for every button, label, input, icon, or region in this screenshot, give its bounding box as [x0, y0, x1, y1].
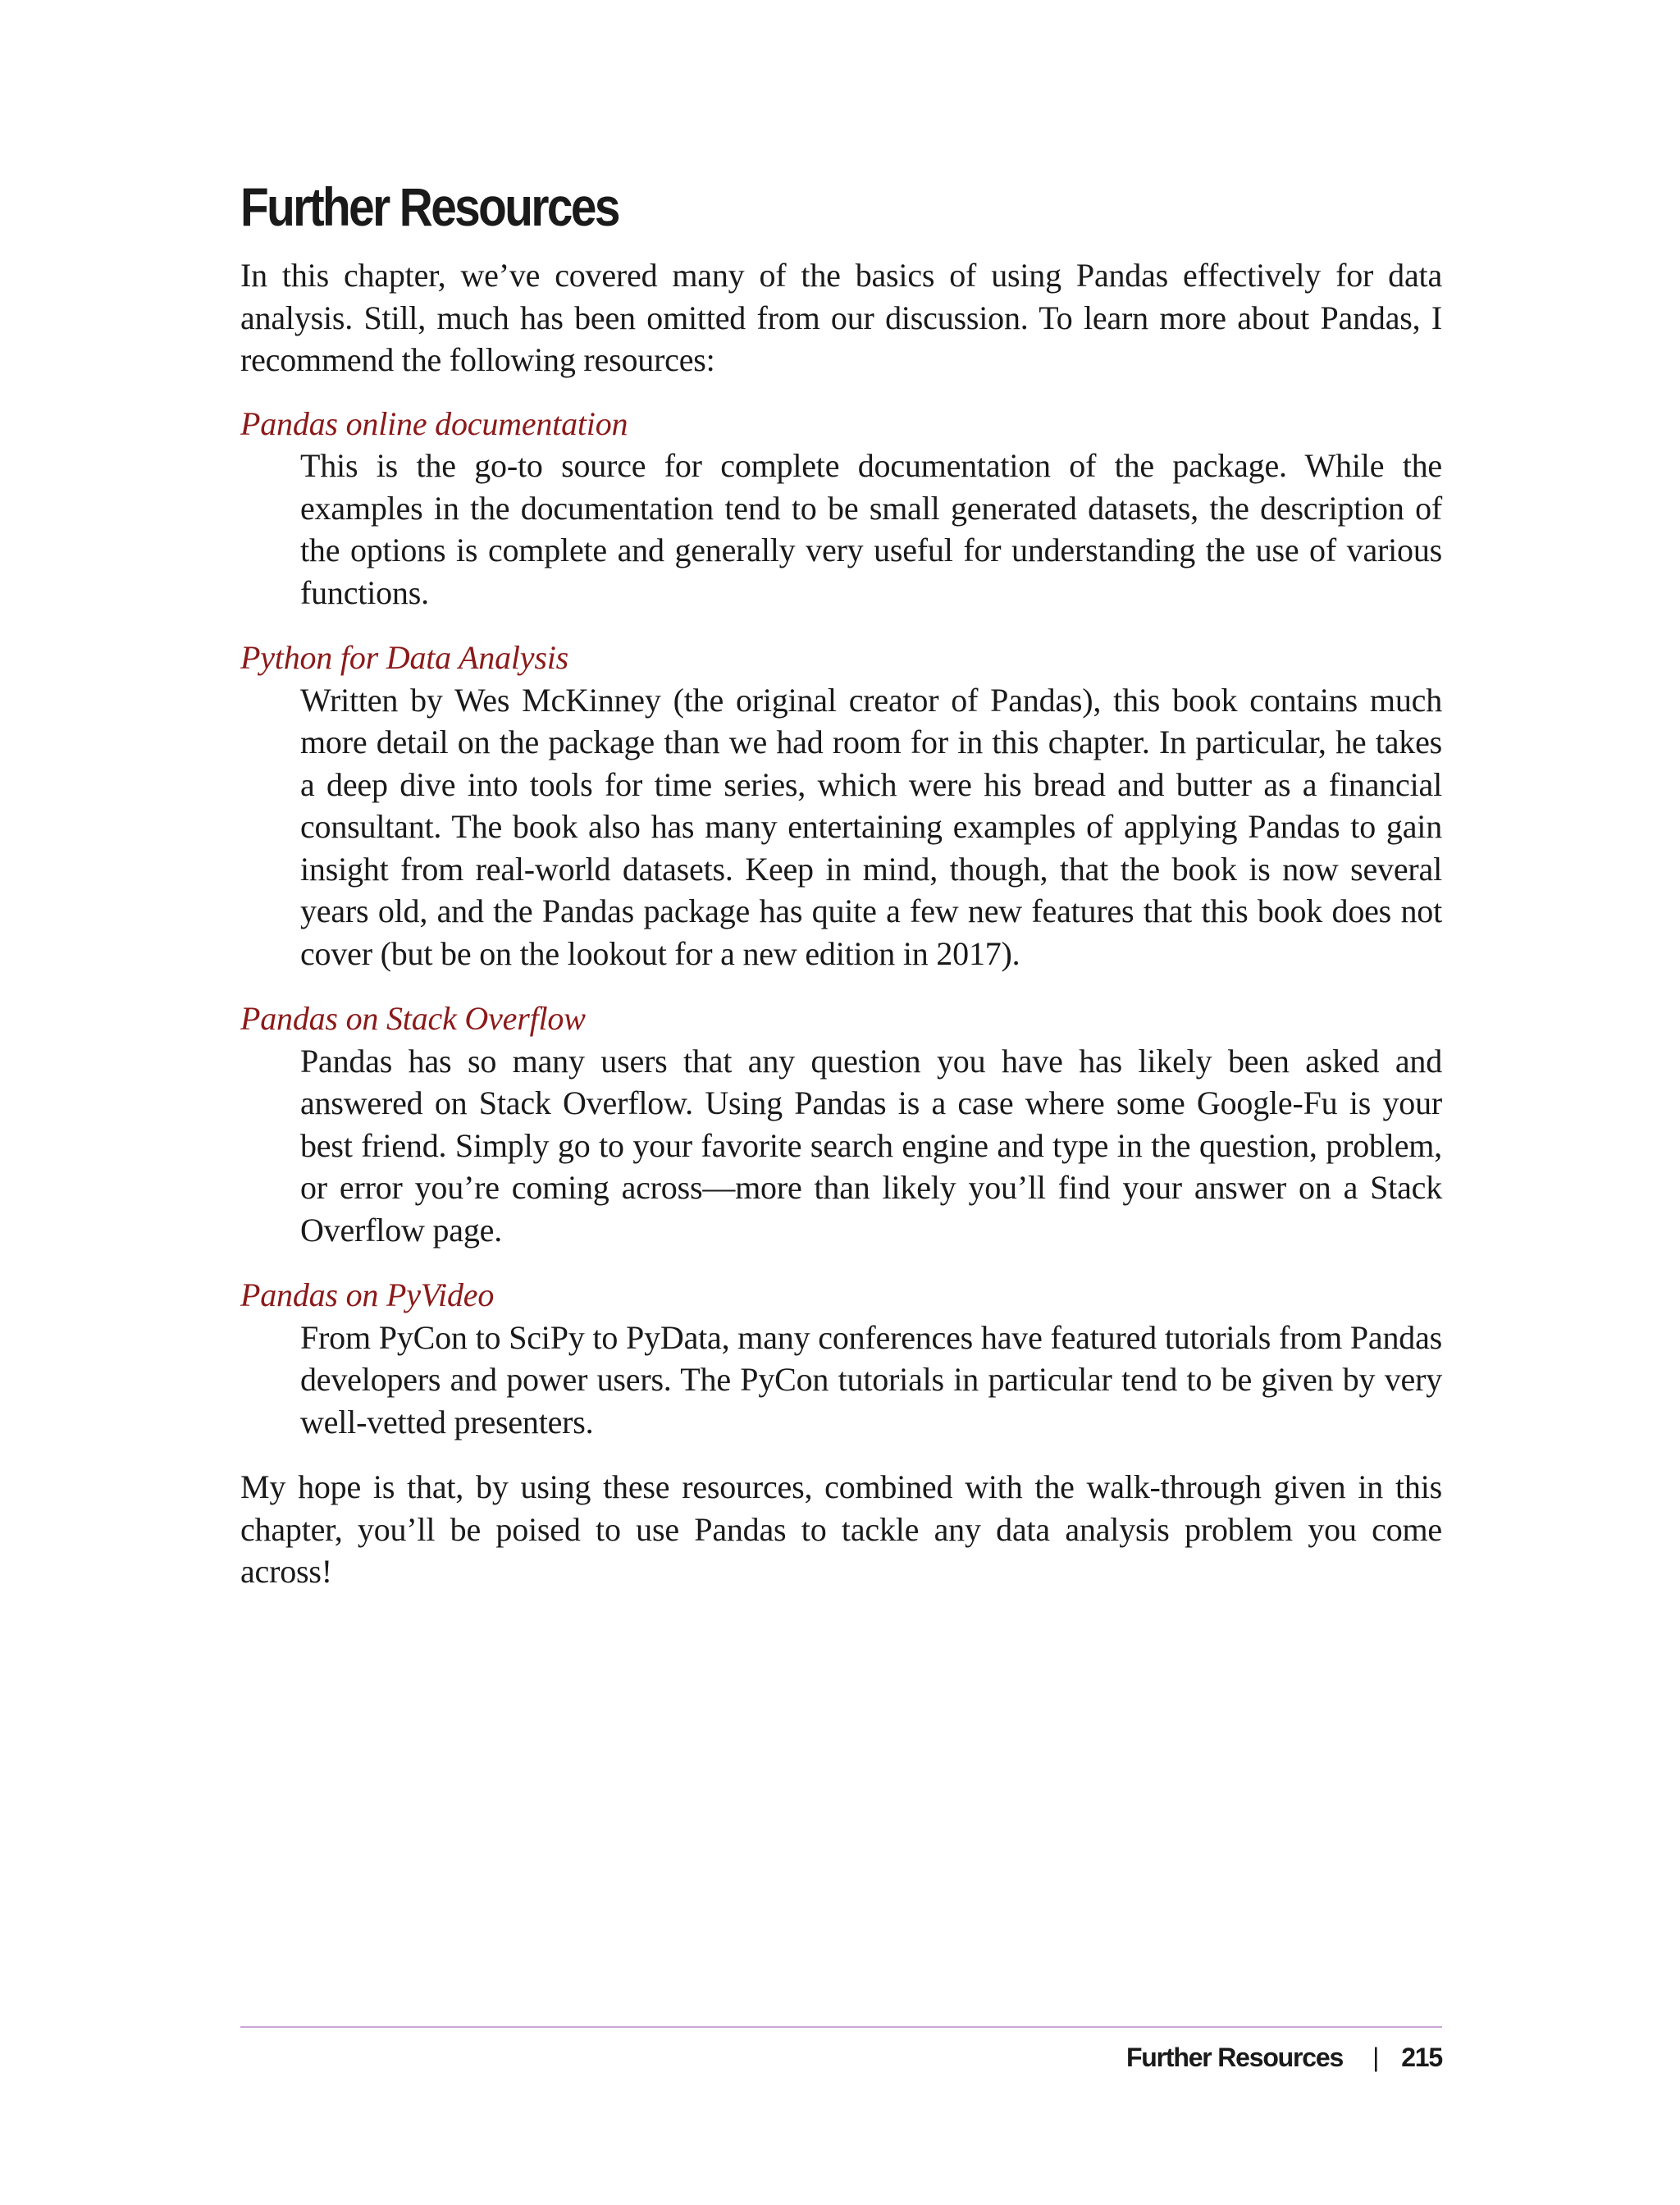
- resource-term-pyvideo: Pandas on PyVideo: [240, 1276, 495, 1313]
- resource-list: [240, 403, 1442, 1444]
- resource-term-stackoverflow: Pandas on Stack Overflow: [240, 1000, 586, 1037]
- main-content: [240, 171, 1442, 1593]
- intro-paragraph: In this chapter, we’ve covered many of the basics of using Pandas effectively for data analysis. Still, much has been omitted from our discussion. To learn more about Pandas, I recommend the following resources:: [240, 257, 1442, 378]
- running-head: Further Resources: [1125, 2043, 1344, 2072]
- footer-rule: [240, 2026, 1442, 2028]
- resource-description-stackoverflow: Pandas has so many users that any question you have has likely been asked and answered on Stack Overflow. Using Pandas is a case where some Google-Fu is your best friend. Simply go to your favorite search engine and type in the question, problem, or error you’re coming across—more than likely you’ll find your answer on a Stack Overflow page.: [300, 1042, 1442, 1249]
- resource-description-pyvideo: From PyCon to SciPy to PyData, many conferences have featured tutorials from Pandas developers and power users. The PyCon tutorials in particular tend to be given by very well-vetted presenters.: [300, 1318, 1442, 1440]
- resource-description-book: Written by Wes McKinney (the original creator of Pandas), this book contains much more detail on the package than we had room for in this chapter. In particular, he takes a deep dive into tools for time series, which were his bread and butter as a financial consultant. The book also has many entertaining examples of applying Pandas to gain insight from real-world datasets. Keep in mind, though, that the book is now several years old, and the Pandas package has quite a few new features that this book does not cover (but be on the lookout for a new edition in 2017).: [300, 681, 1442, 972]
- resource-description-docs: This is the go-to source for complete documentation of the package. While the examples in the documentation tend to be small generated datasets, the description of the options is complete and generally very useful for understanding the use of various functions.: [300, 447, 1442, 611]
- section-title: Further Resources: [240, 176, 619, 237]
- footer-separator: |: [1372, 2043, 1379, 2072]
- page-footer: [1126, 2039, 1442, 2075]
- resource-term-docs: Pandas online documentation: [240, 404, 628, 442]
- closing-paragraph: My hope is that, by using these resources, combined with the walk-through given in this chapter, you’ll be poised to use Pandas to tackle any data analysis problem you come across!: [240, 1468, 1442, 1590]
- resource-term-book: Python for Data Analysis: [240, 639, 569, 676]
- page-number: 215: [1401, 2043, 1442, 2072]
